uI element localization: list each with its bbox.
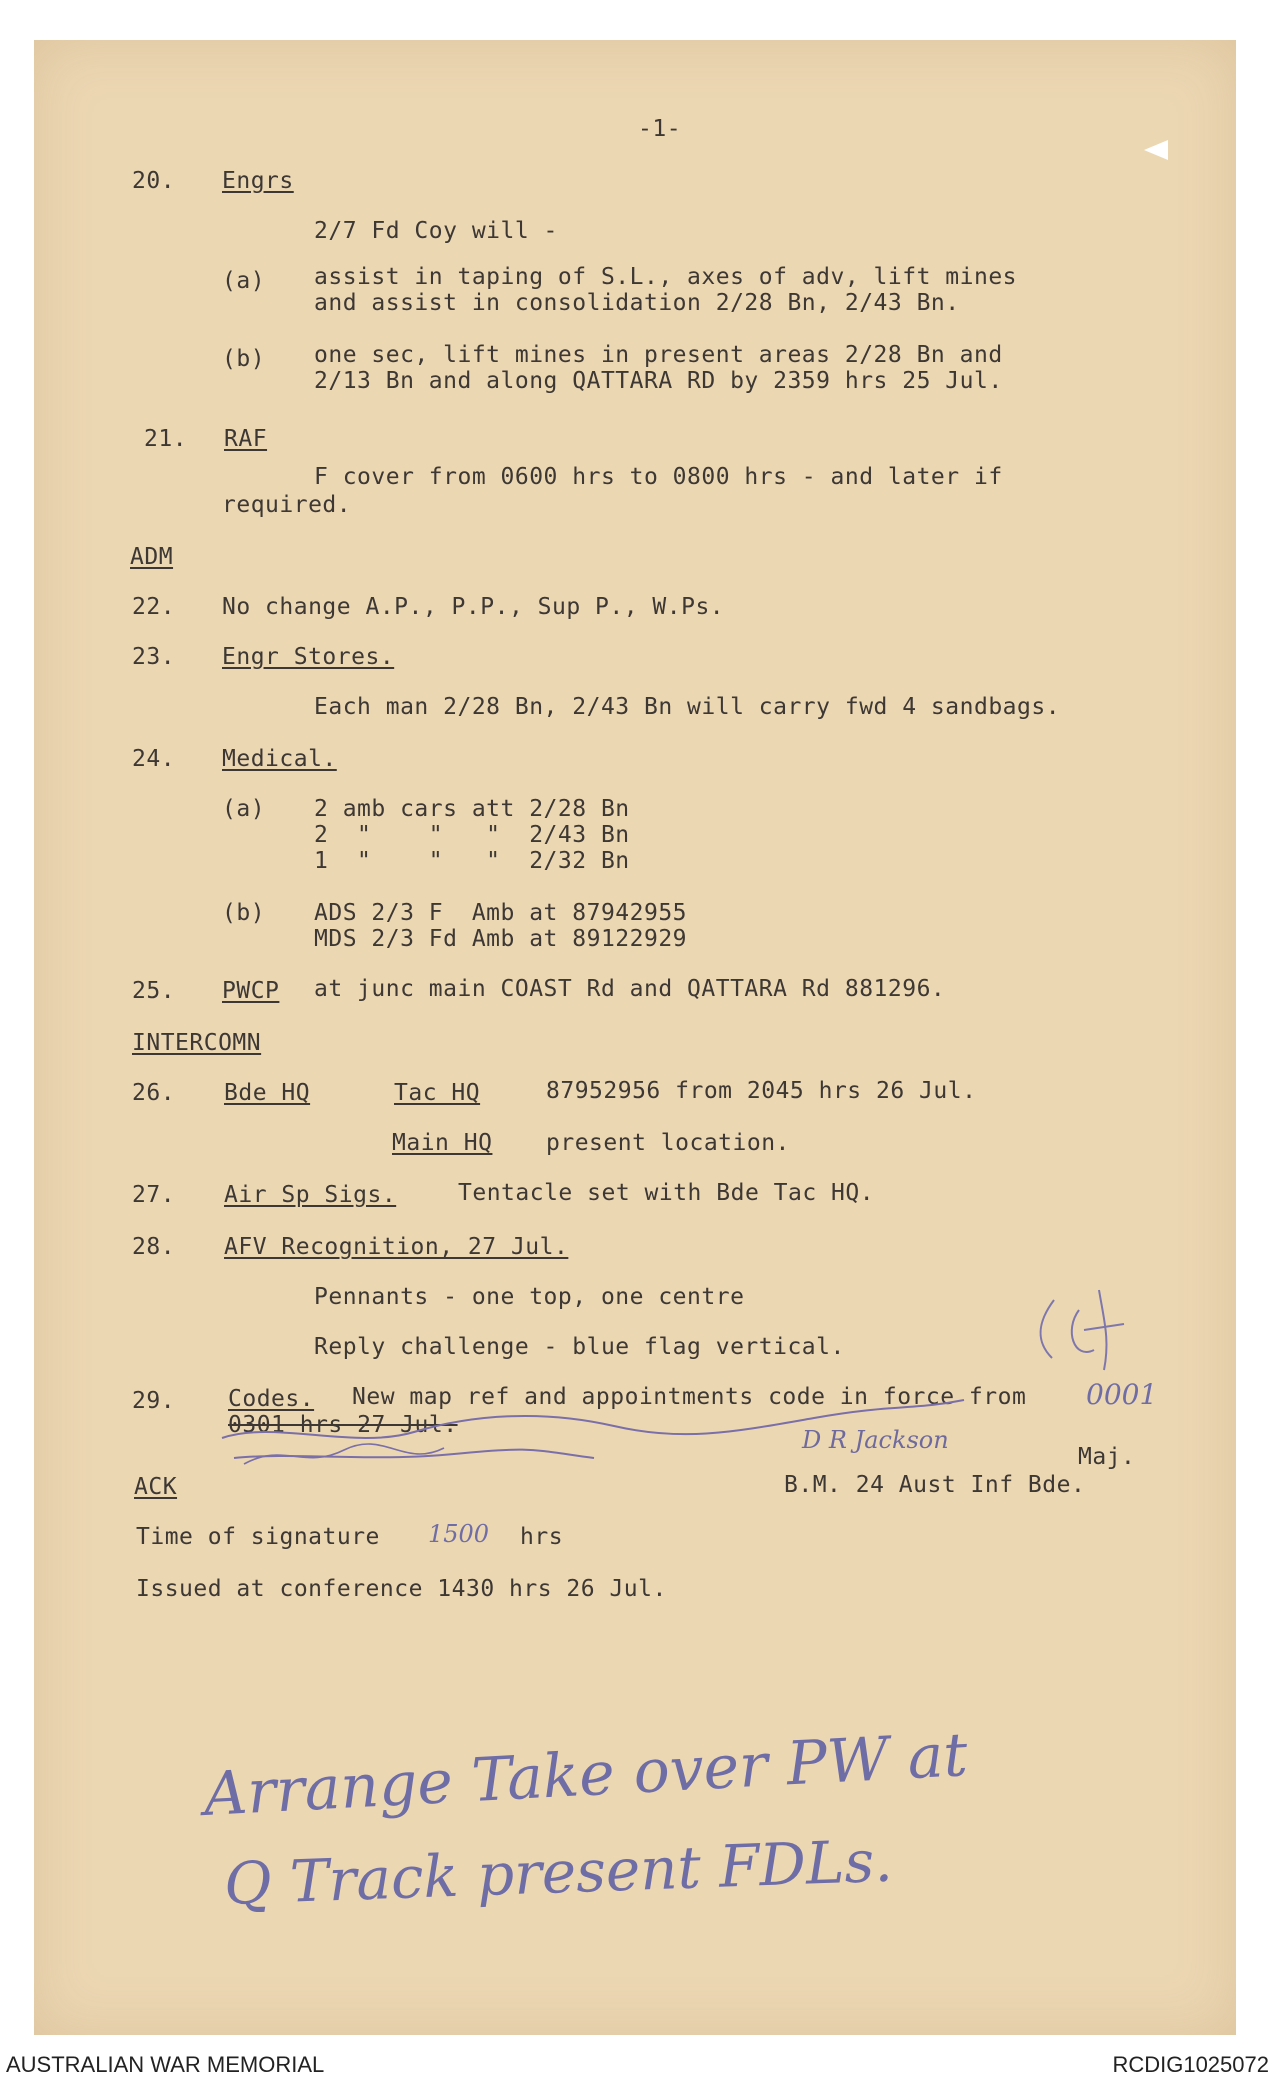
para-20-title: Engrs (222, 168, 294, 194)
para-28-number: 28. (132, 1234, 176, 1260)
para-26-main-text: present location. (546, 1130, 790, 1156)
page-number: -1- (638, 116, 682, 142)
para-23-number: 23. (132, 644, 176, 670)
para-29-title: Codes. (228, 1386, 315, 1412)
para-27-number: 27. (132, 1182, 176, 1208)
para-20-a-line1: assist in taping of S.L., axes of adv, lift mines (314, 264, 1018, 290)
para-26-main-label: Main HQ (392, 1130, 493, 1156)
para-24-a-line2: 2 " " " 2/43 Bn (314, 822, 630, 848)
time-of-signature-label: Time of signature (136, 1524, 380, 1550)
heading-adm: ADM (130, 544, 174, 570)
para-25-text: at junc main COAST Rd and QATTARA Rd 881296. (314, 976, 946, 1002)
time-of-signature-value: 1500 (428, 1520, 490, 1548)
para-26-tac-label: Tac HQ (394, 1080, 481, 1106)
para-20-a-label: (a) (222, 268, 266, 294)
para-24-a-line1: 2 amb cars att 2/28 Bn (314, 796, 630, 822)
heading-ack: ACK (134, 1474, 178, 1500)
torn-corner-mark (1144, 140, 1168, 160)
document-sheet (34, 40, 1236, 2035)
para-26-tac-text: 87952956 from 2045 hrs 26 Jul. (546, 1078, 977, 1104)
para-20-number: 20. (132, 168, 176, 194)
para-20-b-line1: one sec, lift mines in present areas 2/28 Bn and (314, 342, 1003, 368)
para-27-text: Tentacle set with Bde Tac HQ. (458, 1180, 875, 1206)
para-24-b-line1: ADS 2/3 F Amb at 87942955 (314, 900, 688, 926)
para-20-b-line2: 2/13 Bn and along QATTARA RD by 2359 hrs 25 Jul. (314, 368, 1003, 394)
initials-mark (1024, 1280, 1134, 1380)
handwritten-note-line2: Q Track present FDLs. (222, 1826, 894, 1918)
para-24-b-label: (b) (222, 900, 266, 926)
para-26-number: 26. (132, 1080, 176, 1106)
para-29-number: 29. (132, 1388, 176, 1414)
para-20-intro: 2/7 Fd Coy will - (314, 218, 558, 244)
para-29-text: New map ref and appointments code in force from (352, 1384, 1027, 1410)
para-24-a-label: (a) (222, 796, 266, 822)
strike-through-scribble (214, 1380, 974, 1470)
handwritten-note-line1: Arrange Take over PW at (202, 1720, 970, 1830)
para-24-title: Medical. (222, 746, 337, 772)
para-20-b-label: (b) (222, 346, 266, 372)
para-28-line1: Pennants - one top, one centre (314, 1284, 745, 1310)
signature-rank: Maj. (1078, 1444, 1136, 1470)
para-23-text: Each man 2/28 Bn, 2/43 Bn will carry fwd 4 sandbags. (314, 694, 1061, 720)
para-21-line2: required. (222, 492, 352, 518)
para-22-number: 22. (132, 594, 176, 620)
para-29-line2-struck: 0301 hrs 27 Jul. (228, 1412, 458, 1438)
handwritten-correction: 0001 (1086, 1378, 1158, 1411)
para-25-number: 25. (132, 978, 176, 1004)
para-27-title: Air Sp Sigs. (224, 1182, 397, 1208)
para-21-number: 21. (144, 426, 188, 452)
footer-left: AUSTRALIAN WAR MEMORIAL (6, 2052, 325, 2077)
para-25-title: PWCP (222, 978, 280, 1004)
para-24-a-line3: 1 " " " 2/32 Bn (314, 848, 630, 874)
para-24-b-line2: MDS 2/3 Fd Amb at 89122929 (314, 926, 688, 952)
time-of-signature-unit: hrs (520, 1524, 564, 1550)
para-22-text: No change A.P., P.P., Sup P., W.Ps. (222, 594, 725, 620)
para-23-title: Engr Stores. (222, 644, 395, 670)
para-21-title: RAF (224, 426, 268, 452)
para-28-title: AFV Recognition, 27 Jul. (224, 1234, 569, 1260)
para-21-line1: F cover from 0600 hrs to 0800 hrs - and later if (314, 464, 1003, 490)
signature: D R Jackson (802, 1426, 949, 1454)
para-24-number: 24. (132, 746, 176, 772)
para-20-a-line2: and assist in consolidation 2/28 Bn, 2/43 Bn. (314, 290, 960, 316)
heading-intercomn: INTERCOMN (132, 1030, 262, 1056)
signature-appointment: B.M. 24 Aust Inf Bde. (784, 1472, 1086, 1498)
footer-right: RCDIG1025072 (1112, 2052, 1269, 2077)
para-26-title: Bde HQ (224, 1080, 311, 1106)
para-28-line2: Reply challenge - blue flag vertical. (314, 1334, 845, 1360)
issued-line: Issued at conference 1430 hrs 26 Jul. (136, 1576, 667, 1602)
